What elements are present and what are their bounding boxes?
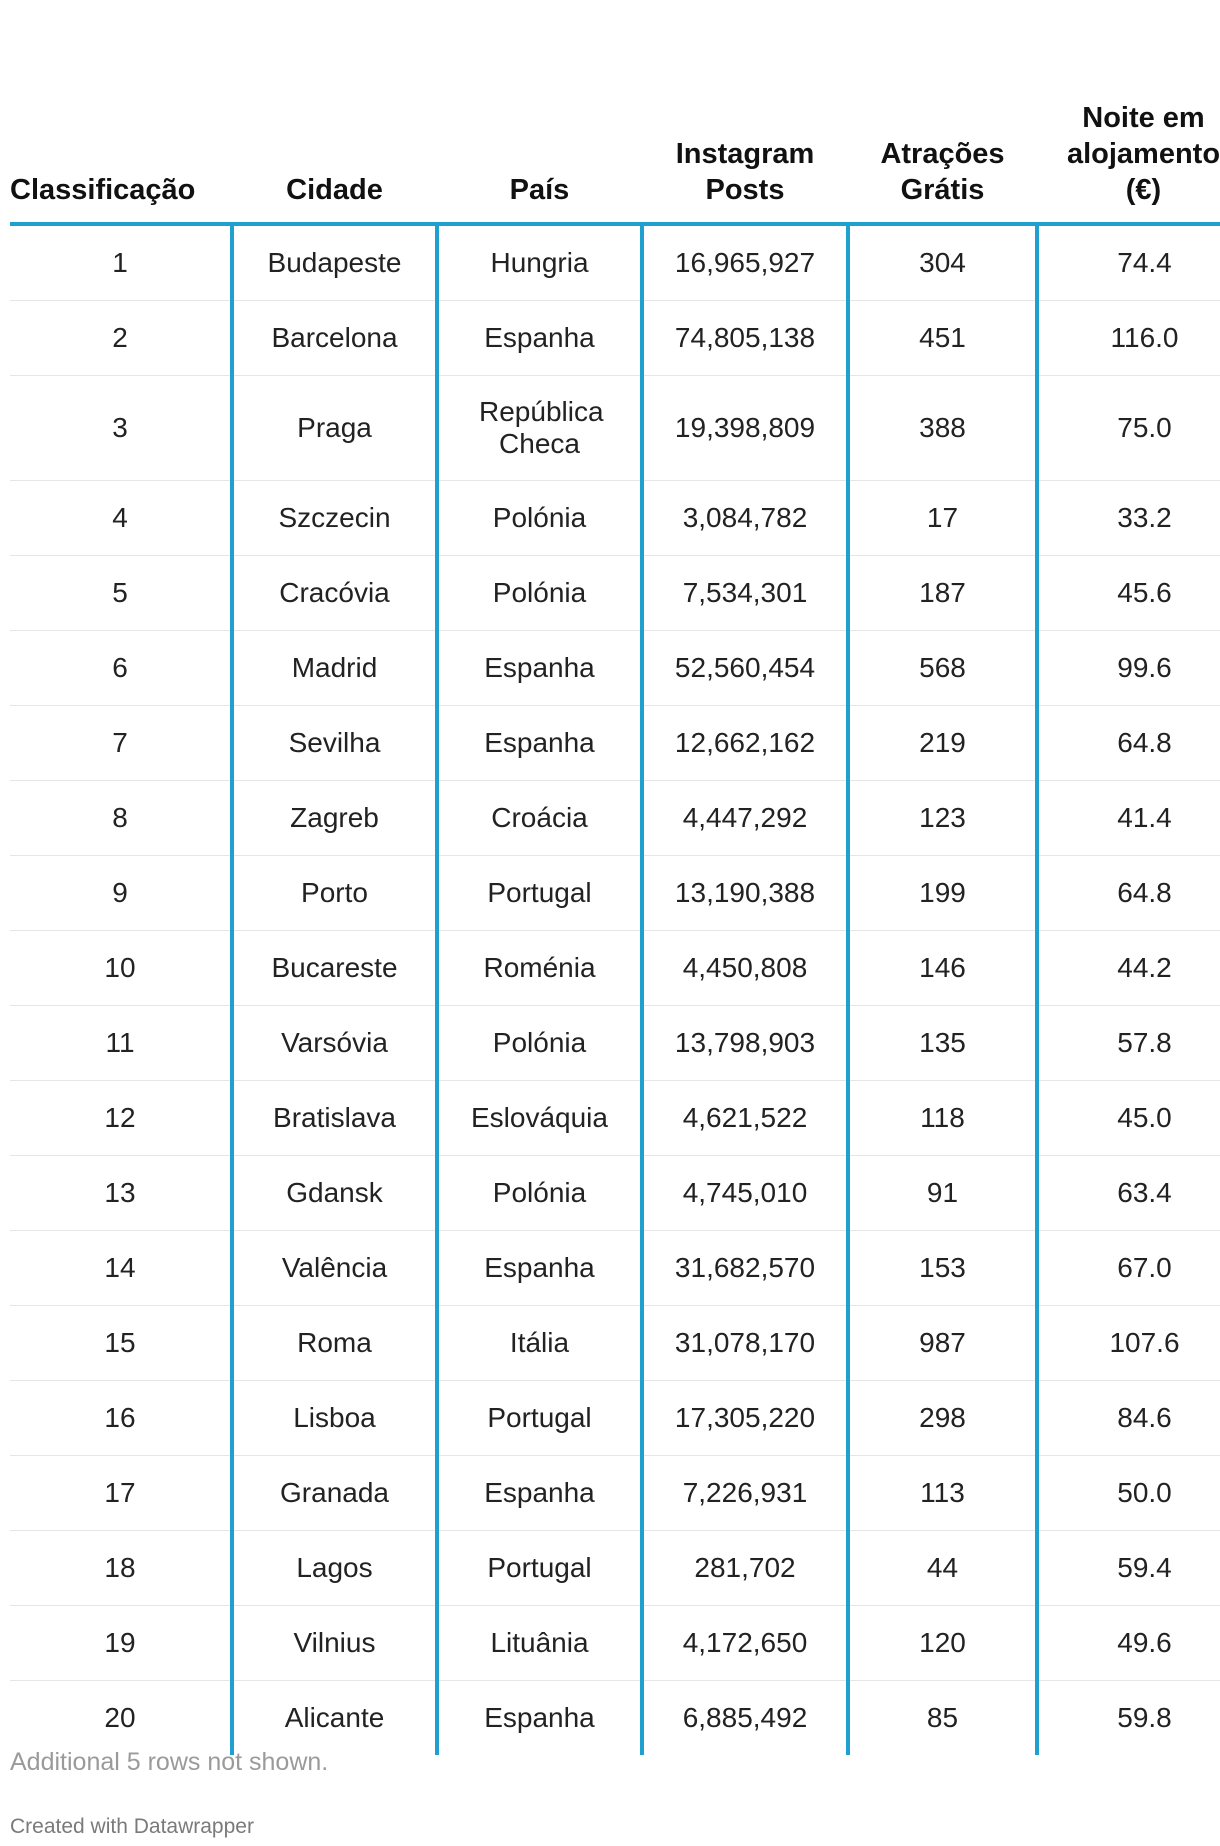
country-cell: Polónia — [437, 481, 642, 556]
table-row — [10, 556, 1220, 631]
rank-cell: 1 — [10, 224, 232, 301]
header-night-accommodation[interactable]: Noite em alojamento (€) — [1037, 66, 1220, 224]
rank-cell: 12 — [10, 1081, 232, 1156]
table-header — [10, 66, 1220, 224]
table-row — [10, 1081, 1220, 1156]
city-cell: Sevilha — [232, 706, 437, 781]
night-price-cell: 45.0 — [1037, 1081, 1220, 1156]
night-price-cell: 75.0 — [1037, 376, 1220, 481]
city-cell: Roma — [232, 1306, 437, 1381]
table-container — [10, 0, 1220, 1846]
rank-cell: 11 — [10, 1006, 232, 1081]
datawrapper-credit[interactable]: Created with Datawrapper — [10, 1815, 254, 1838]
table-row — [10, 301, 1220, 376]
table-row — [10, 931, 1220, 1006]
city-cell: Barcelona — [232, 301, 437, 376]
instagram-posts-cell: 7,226,931 — [642, 1456, 848, 1531]
rank-cell: 17 — [10, 1456, 232, 1531]
night-price-cell: 64.8 — [1037, 706, 1220, 781]
rank-cell: 10 — [10, 931, 232, 1006]
table-row — [10, 1231, 1220, 1306]
header-instagram-posts[interactable]: Instagram Posts — [642, 66, 848, 224]
night-price-cell: 64.8 — [1037, 856, 1220, 931]
table-row — [10, 1156, 1220, 1231]
country-cell: Lituânia — [437, 1606, 642, 1681]
country-cell: Espanha — [437, 1681, 642, 1756]
table-row — [10, 224, 1220, 301]
header-rank[interactable]: Classificação — [10, 66, 232, 224]
night-price-cell: 107.6 — [1037, 1306, 1220, 1381]
free-attractions-cell: 85 — [848, 1681, 1037, 1756]
free-attractions-cell: 388 — [848, 376, 1037, 481]
city-cell: Lagos — [232, 1531, 437, 1606]
free-attractions-cell: 199 — [848, 856, 1037, 931]
night-price-cell: 50.0 — [1037, 1456, 1220, 1531]
country-cell: República Checa — [437, 376, 642, 481]
rank-cell: 2 — [10, 301, 232, 376]
free-attractions-cell: 120 — [848, 1606, 1037, 1681]
rank-cell: 16 — [10, 1381, 232, 1456]
table-row — [10, 631, 1220, 706]
rank-cell: 9 — [10, 856, 232, 931]
table-row — [10, 481, 1220, 556]
country-cell: Espanha — [437, 706, 642, 781]
free-attractions-cell: 118 — [848, 1081, 1037, 1156]
table-row — [10, 1681, 1220, 1756]
instagram-posts-cell: 19,398,809 — [642, 376, 848, 481]
free-attractions-cell: 113 — [848, 1456, 1037, 1531]
country-cell: Itália — [437, 1306, 642, 1381]
night-price-cell: 116.0 — [1037, 301, 1220, 376]
city-cell: Valência — [232, 1231, 437, 1306]
night-price-cell: 59.4 — [1037, 1531, 1220, 1606]
table-row — [10, 706, 1220, 781]
city-cell: Bucareste — [232, 931, 437, 1006]
rank-cell: 19 — [10, 1606, 232, 1681]
instagram-posts-cell: 4,172,650 — [642, 1606, 848, 1681]
country-cell: Polónia — [437, 1006, 642, 1081]
night-price-cell: 63.4 — [1037, 1156, 1220, 1231]
rank-cell: 7 — [10, 706, 232, 781]
instagram-posts-cell: 4,447,292 — [642, 781, 848, 856]
free-attractions-cell: 17 — [848, 481, 1037, 556]
free-attractions-cell: 451 — [848, 301, 1037, 376]
night-price-cell: 33.2 — [1037, 481, 1220, 556]
free-attractions-cell: 123 — [848, 781, 1037, 856]
rank-cell: 15 — [10, 1306, 232, 1381]
instagram-posts-cell: 13,798,903 — [642, 1006, 848, 1081]
free-attractions-cell: 187 — [848, 556, 1037, 631]
night-price-cell: 49.6 — [1037, 1606, 1220, 1681]
rank-cell: 13 — [10, 1156, 232, 1231]
ranking-table — [10, 66, 1220, 1755]
country-cell: Espanha — [437, 1456, 642, 1531]
instagram-posts-cell: 17,305,220 — [642, 1381, 848, 1456]
free-attractions-cell: 219 — [848, 706, 1037, 781]
table-body — [10, 224, 1220, 1755]
country-cell: Roménia — [437, 931, 642, 1006]
city-cell: Vilnius — [232, 1606, 437, 1681]
night-price-cell: 57.8 — [1037, 1006, 1220, 1081]
country-cell: Portugal — [437, 1531, 642, 1606]
night-price-cell: 45.6 — [1037, 556, 1220, 631]
night-price-cell: 74.4 — [1037, 224, 1220, 301]
city-cell: Gdansk — [232, 1156, 437, 1231]
country-cell: Portugal — [437, 856, 642, 931]
city-cell: Praga — [232, 376, 437, 481]
free-attractions-cell: 298 — [848, 1381, 1037, 1456]
city-cell: Porto — [232, 856, 437, 931]
city-cell: Lisboa — [232, 1381, 437, 1456]
header-city[interactable]: Cidade — [232, 66, 437, 224]
rank-cell: 6 — [10, 631, 232, 706]
instagram-posts-cell: 16,965,927 — [642, 224, 848, 301]
rank-cell: 14 — [10, 1231, 232, 1306]
city-cell: Granada — [232, 1456, 437, 1531]
rank-cell: 18 — [10, 1531, 232, 1606]
free-attractions-cell: 568 — [848, 631, 1037, 706]
instagram-posts-cell: 12,662,162 — [642, 706, 848, 781]
table-row — [10, 1306, 1220, 1381]
country-cell: Espanha — [437, 1231, 642, 1306]
instagram-posts-cell: 4,621,522 — [642, 1081, 848, 1156]
night-price-cell: 67.0 — [1037, 1231, 1220, 1306]
city-cell: Alicante — [232, 1681, 437, 1756]
instagram-posts-cell: 3,084,782 — [642, 481, 848, 556]
city-cell: Madrid — [232, 631, 437, 706]
night-price-cell: 59.8 — [1037, 1681, 1220, 1756]
free-attractions-cell: 91 — [848, 1156, 1037, 1231]
table-row — [10, 1006, 1220, 1081]
night-price-cell: 41.4 — [1037, 781, 1220, 856]
night-price-cell: 99.6 — [1037, 631, 1220, 706]
table-row — [10, 1381, 1220, 1456]
header-free-attractions[interactable]: Atrações Grátis — [848, 66, 1037, 224]
table-row — [10, 376, 1220, 481]
table-row — [10, 1606, 1220, 1681]
rows-hidden-note: Additional 5 rows not shown. — [10, 1748, 329, 1776]
city-cell: Bratislava — [232, 1081, 437, 1156]
city-cell: Szczecin — [232, 481, 437, 556]
header-row — [10, 66, 1220, 224]
free-attractions-cell: 44 — [848, 1531, 1037, 1606]
country-cell: Espanha — [437, 301, 642, 376]
country-cell: Eslováquia — [437, 1081, 642, 1156]
free-attractions-cell: 304 — [848, 224, 1037, 301]
header-country[interactable]: País — [437, 66, 642, 224]
instagram-posts-cell: 4,745,010 — [642, 1156, 848, 1231]
country-cell: Polónia — [437, 556, 642, 631]
night-price-cell: 44.2 — [1037, 931, 1220, 1006]
free-attractions-cell: 146 — [848, 931, 1037, 1006]
city-cell: Varsóvia — [232, 1006, 437, 1081]
table-row — [10, 856, 1220, 931]
instagram-posts-cell: 31,682,570 — [642, 1231, 848, 1306]
instagram-posts-cell: 281,702 — [642, 1531, 848, 1606]
rank-cell: 4 — [10, 481, 232, 556]
rank-cell: 3 — [10, 376, 232, 481]
instagram-posts-cell: 6,885,492 — [642, 1681, 848, 1756]
instagram-posts-cell: 74,805,138 — [642, 301, 848, 376]
free-attractions-cell: 153 — [848, 1231, 1037, 1306]
table-row — [10, 1456, 1220, 1531]
city-cell: Budapeste — [232, 224, 437, 301]
country-cell: Portugal — [437, 1381, 642, 1456]
city-cell: Zagreb — [232, 781, 437, 856]
table-row — [10, 781, 1220, 856]
instagram-posts-cell: 52,560,454 — [642, 631, 848, 706]
rank-cell: 8 — [10, 781, 232, 856]
instagram-posts-cell: 7,534,301 — [642, 556, 848, 631]
city-cell: Cracóvia — [232, 556, 437, 631]
table-row — [10, 1531, 1220, 1606]
rank-cell: 5 — [10, 556, 232, 631]
country-cell: Croácia — [437, 781, 642, 856]
instagram-posts-cell: 13,190,388 — [642, 856, 848, 931]
instagram-posts-cell: 31,078,170 — [642, 1306, 848, 1381]
instagram-posts-cell: 4,450,808 — [642, 931, 848, 1006]
rank-cell: 20 — [104, 1702, 136, 1733]
country-cell: Polónia — [437, 1156, 642, 1231]
free-attractions-cell: 987 — [848, 1306, 1037, 1381]
country-cell: Espanha — [437, 631, 642, 706]
free-attractions-cell: 135 — [848, 1006, 1037, 1081]
night-price-cell: 84.6 — [1037, 1381, 1220, 1456]
country-cell: Hungria — [437, 224, 642, 301]
